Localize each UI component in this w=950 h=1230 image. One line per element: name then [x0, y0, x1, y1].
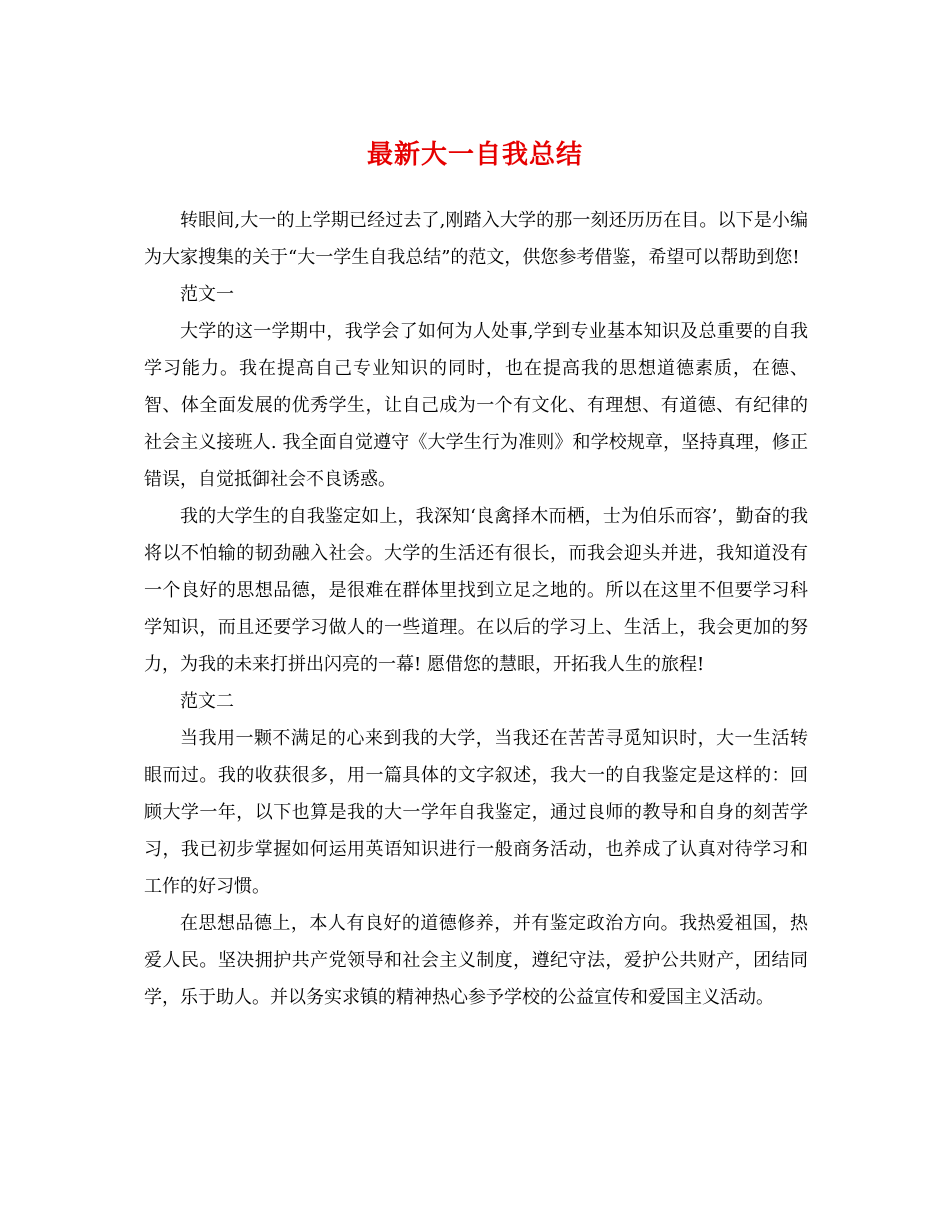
- intro-paragraph: 转眼间,大一的上学期已经过去了,刚踏入大学的那一刻还历历在目。以下是小编为大家搜集的关于“大一学生自我总结”的范文，供您参考借鉴，希望可以帮助到您!: [144, 210, 808, 268]
- document-body: [144, 202, 808, 1016]
- section-heading-sample-two: 范文二: [180, 691, 234, 712]
- section-heading-sample-one: 范文一: [180, 284, 234, 305]
- body-paragraph: 大学的这一学期中，我学会了如何为人处事,学到专业基本知识及总重要的自我学习能力。我在提高自己专业知识的同时，也在提高我的思想道德素质，在德、智、体全面发展的优秀学生，让自己成为一个有文化、有理想、有道德、有纪律的社会主义接班人. 我全面自觉遵守《大学生行为准则》和学校规章，坚持真理，修正错误，自觉抵御社会不良诱惑。: [144, 321, 808, 490]
- document-title: 最新大一自我总结: [366, 140, 583, 170]
- body-paragraph: 我的大学生的自我鉴定如上，我深知‘良禽择木而栖，士为伯乐而容’，勤奋的我将以不怕输的韧劲融入社会。大学的生活还有很长，而我会迎头并进，我知道没有一个良好的思想品德，是很难在群体里找到立足之地的。所以在这里不但要学习科学知识，而且还要学习做人的一些道理。在以后的学习上、生活上，我会更加的努力，为我的未来打拼出闪亮的一幕! 愿借您的慧眼，开拓我人生的旅程!: [144, 506, 808, 675]
- body-paragraph: 当我用一颗不满足的心来到我的大学，当我还在苦苦寻觅知识时，大一生活转眼而过。我的收获很多，用一篇具体的文字叙述，我大一的自我鉴定是这样的：回顾大学一年，以下也算是我的大一学年自我鉴定，通过良师的教导和自身的刻苦学习，我已初步掌握如何运用英语知识进行一般商务活动，也养成了认真对待学习和工作的好习惯。: [144, 728, 808, 897]
- body-paragraph: 在思想品德上，本人有良好的道德修养，并有鉴定政治方向。我热爱祖国，热爱人民。坚决拥护共产党领导和社会主义制度，遵纪守法，爱护公共财产，团结同学，乐于助人。并以务实求镇的精神热心参予学校的公益宣传和爱国主义活动。: [144, 913, 808, 1008]
